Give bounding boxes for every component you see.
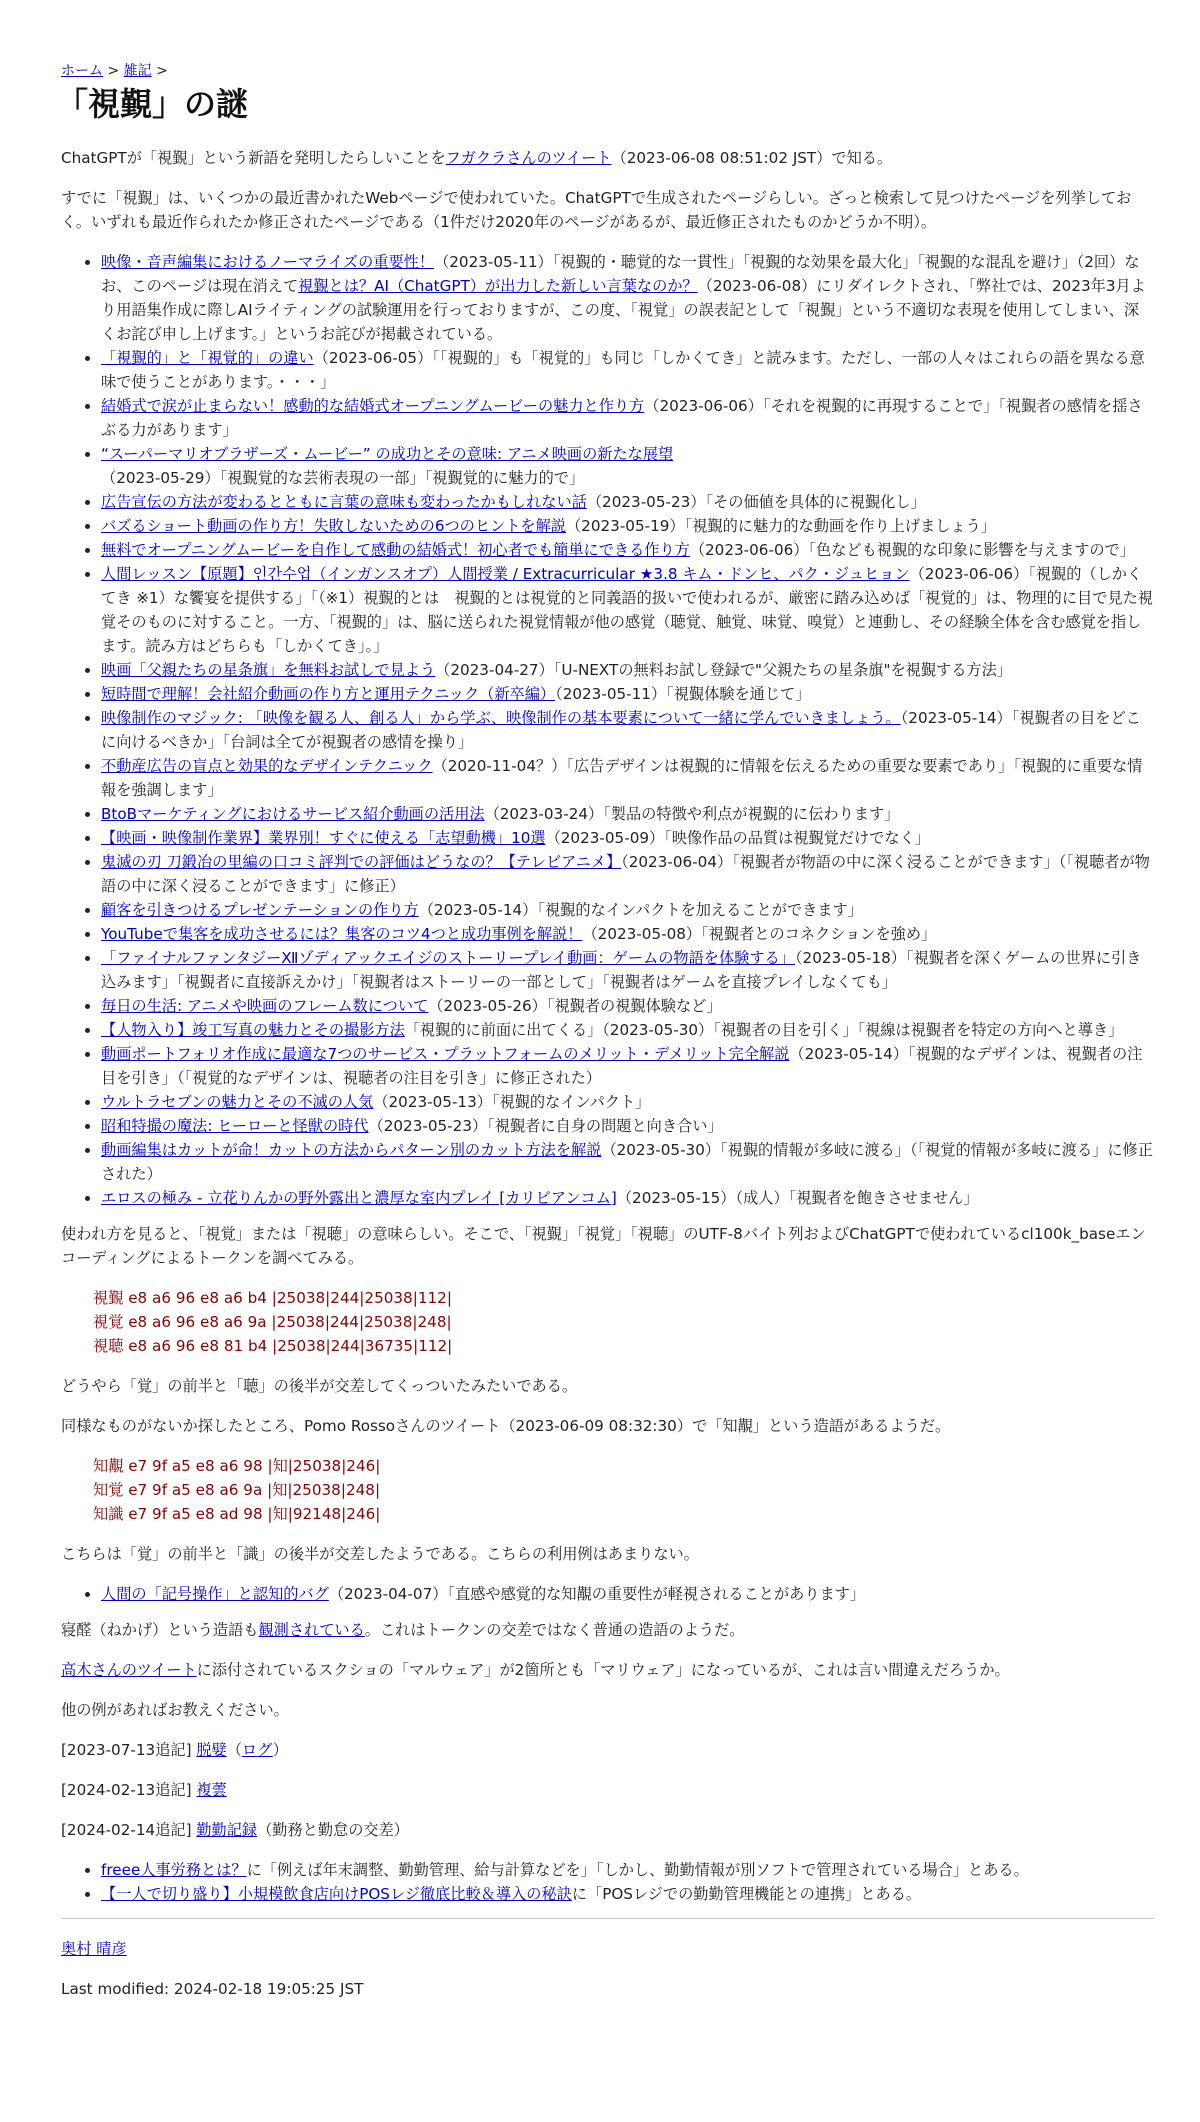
token-row: 知識 e7 9f a5 e8 ad 98 |知|92148|246| xyxy=(93,1505,381,1523)
list-item xyxy=(101,922,1154,946)
page-title: 「視覲」の謎 xyxy=(56,85,249,123)
addendum-link[interactable]: 勤勤記録 xyxy=(196,1821,258,1839)
list-item-text: （2023-05-14）「視覲的なデザインは、視覲者の注目を引き」（「視覚的なデザインは、視聴者の注目を引き」に修正された） xyxy=(101,1045,1143,1087)
tweet-link[interactable]: フガクラさんのツイート xyxy=(445,149,612,167)
addendum xyxy=(61,1778,1154,1802)
list-item-text: （2023-05-11）「視覲体験を通じて」 xyxy=(555,685,811,703)
list-item-link[interactable]: 不動産広告の盲点と効果的なデザインテクニック xyxy=(101,757,433,775)
breadcrumb-separator: > xyxy=(151,63,168,79)
token-row: 視聴 e8 a6 96 e8 81 b4 |25038|244|36735|112| xyxy=(93,1337,453,1355)
list-item-text: （2023-05-13）「視覲的なインパクト」 xyxy=(373,1093,651,1111)
analysis-paragraph: どうやら「覚」の前半と「聴」の後半が交差してくっついたみたいである。 xyxy=(61,1377,578,1395)
list-item-link[interactable]: 【一人で切り盛り】小規模飲食店向けPOSレジ徹底比較＆導入の秘訣 xyxy=(101,1885,572,1903)
list-item-text: （2023-04-07）「直感や感覚的な知覯の重要性が軽視されることがあります」 xyxy=(328,1585,866,1603)
list-item xyxy=(101,1858,1154,1882)
breadcrumb-home-link[interactable]: ホーム xyxy=(61,63,103,79)
list-item-link[interactable]: 短時間で理解！会社紹介動画の作り方と運用テクニック（新卒編） xyxy=(101,685,556,703)
list-item-link[interactable]: 昭和特撮の魔法: ヒーローと怪獣の時代 xyxy=(101,1117,369,1135)
breadcrumb xyxy=(61,62,1154,80)
list-item-text: （2023-05-19）「視覲的に魅力的な動画を作り上げましょう」 xyxy=(565,517,996,535)
takagi-tweet-link[interactable]: 高木さんのツイート xyxy=(61,1661,197,1679)
list-item-link[interactable]: 「視覲的」と「視覚的」の違い xyxy=(101,349,314,367)
list-item-link[interactable]: 【人物入り】竣工写真の魅力とその撮影方法 xyxy=(101,1021,405,1039)
list-item xyxy=(101,1582,1154,1606)
list-item-link[interactable]: 広告宣伝の方法が変わるとともに言葉の意味も変わったかもしれない話 xyxy=(101,493,587,511)
list-item xyxy=(101,1090,1154,1114)
list-item xyxy=(101,538,1154,562)
list-item-text: （2023-06-06）「視覲的（しかくてき ※1）な饗宴を提供する」「（※1）視覲的とは 視覲的とは視覚的と同義語的扱いで使われるが、厳密に踏み込めば「視覚的」は、物理的に目で見た視覚そのものに対すること。一方、「視覲的」は、脳に送られた視覚情報が他の感覚（聴覚、触覚、味覚、嗅覚）と連動し、その経験全体を含む感覚を指します。読み方はどちらも「しかくてき」。」 xyxy=(101,565,1153,655)
list-item xyxy=(101,250,1154,346)
list-item-link[interactable]: “スーパーマリオブラザーズ・ムービー” の成功とその意味: アニメ映画の新たな展望 xyxy=(101,445,674,463)
list-item-text: （2023-05-29）「視覲覚的な芸術表現の一部」「視覲覚的に魅力的で」 xyxy=(101,469,585,487)
redirect-link[interactable]: 視覲とは？AI（ChatGPT）が出力した新しい言葉なのか？ xyxy=(298,277,698,295)
analysis-paragraph xyxy=(61,1618,1154,1642)
list-item-link[interactable]: バズるショート動画の作り方！失敗しないための6つのヒントを解説 xyxy=(101,517,566,535)
addendum-date: [2024-02-13追記] xyxy=(61,1781,197,1799)
list-item-text: （2023-05-30）「視覲的情報が多岐に渡る」（「視覚的情報が多岐に渡る」に修正された） xyxy=(101,1141,1153,1183)
list-item xyxy=(101,514,1154,538)
final-list xyxy=(61,1858,1154,1906)
list-item-text: （2023-06-08）にリダイレクトされ、「弊社では、2023年3月より用語集作成に際しAIライティングの試験運用を行っておりますが、この度、「視覚」の誤表記として「視覲」という不適切な表現を使用してしまい、深くお詫び申し上げます。」というお詫びが掲載されている。 xyxy=(101,277,1146,343)
list-item-link[interactable]: 無料でオープニングムービーを自作して感動の結婚式！初心者でも簡単にできる作り方 xyxy=(101,541,690,559)
list-item-link[interactable]: 「ファイナルファンタジーⅫゾディアックエイジのストーリープレイ動画：ゲームの物語を体験する」 xyxy=(101,949,795,967)
list-item-text: （2020-11-04？）「広告デザインは視覲的に情報を伝えるための重要な要素であり」「視覲的に重要な情報を強調します」 xyxy=(101,757,1143,799)
list-item-text: （2023-04-27）「U-NEXTの無料お試し登録で"父親たちの星条旗"を視覲する方法」 xyxy=(435,661,1012,679)
list-item-link[interactable]: 映像・音声編集におけるノーマライズの重要性！ xyxy=(101,253,435,271)
list-item-text: （2023-05-09）「映像作品の品質は視覲覚だけでなく」 xyxy=(545,829,930,847)
addendum-link[interactable]: 複蕓 xyxy=(196,1781,227,1799)
list-item xyxy=(101,826,1154,850)
list-item-link[interactable]: 鬼滅の刃 刀鍛冶の里編の口コミ評判での評価はどうなの？【テレビアニメ】 xyxy=(101,853,622,871)
list-item xyxy=(101,1882,1154,1906)
example-list xyxy=(61,250,1154,1210)
list-item-text: （2023-05-26）「視覲者の視覲体験など」 xyxy=(428,997,722,1015)
list-item xyxy=(101,994,1154,1018)
author-link[interactable]: 奥村 晴彦 xyxy=(61,1940,127,1958)
analysis-paragraph: 同様なものがないか探したところ、Pomo Rossoさんのツイート（2023-06-09 08:32:30）で「知覯」という造語があるようだ。 xyxy=(61,1417,951,1435)
list-item xyxy=(101,946,1154,994)
intro-text: ChatGPTが「視覲」という新語を発明したらしいことを xyxy=(61,149,446,167)
list-item xyxy=(101,850,1154,898)
list-item-link[interactable]: 毎日の生活: アニメや映画のフレーム数について xyxy=(101,997,429,1015)
list-item xyxy=(101,898,1154,922)
list-item xyxy=(101,658,1154,682)
addendum-date: [2024-02-14追記] xyxy=(61,1821,197,1839)
addendum-text: （ xyxy=(226,1741,242,1759)
list-item-link[interactable]: 映像制作のマジック: 「映像を観る人、創る人」から学ぶ、映像制作の基本要素について一緒に学んでいきましょう。 xyxy=(101,709,901,727)
analysis-paragraph: 使われ方を見ると、「視覚」または「視聴」の意味らしい。そこで、「視覲」「視覚」「視聴」のUTF-8バイト列およびChatGPTで使われているcl100k_baseエンコーディングによるトークンを調べてみる。 xyxy=(61,1225,1146,1267)
breadcrumb-separator: > xyxy=(103,63,124,79)
list-item xyxy=(101,802,1154,826)
breadcrumb-category-link[interactable]: 雑記 xyxy=(123,63,152,79)
list-item-link[interactable]: 【映画・映像制作業界】業界別！すぐに使える「志望動機」10選 xyxy=(101,829,546,847)
list-item xyxy=(101,1138,1154,1186)
addendum-link[interactable]: 脱嬖 xyxy=(196,1741,227,1759)
list-item-text: （2023-06-04）「視覲者が物語の中に深く浸ることができます」（「視聴者が物語の中に深く浸ることができます」に修正） xyxy=(101,853,1150,895)
list-item-text: （2023-06-06）「それを視覲的に再現することで」「視覲者の感情を揺さぶる力があります」 xyxy=(101,397,1143,439)
observed-link[interactable]: 観測されている xyxy=(258,1621,365,1639)
list-item-text: 「視覲的に前面に出てくる」（2023-05-30）「視覲者の目を引く」「視線は視覲者を特定の方向へと導き」 xyxy=(404,1021,1124,1039)
intro-paragraph xyxy=(61,146,1154,170)
list-item-text: （2023-05-23）「視覲者に自身の問題と向き合い」 xyxy=(368,1117,723,1135)
paragraph-text: 寝醛（ねかげ）という造語も xyxy=(61,1621,259,1639)
divider xyxy=(61,1918,1154,1919)
list-item-text: （2023-05-23）「その価値を具体的に視覲化し」 xyxy=(586,493,926,511)
list-item-text: （2023-05-14）「視覲的なインパクトを加えることができます」 xyxy=(418,901,863,919)
token-table-1 xyxy=(61,1286,1154,1358)
list-item-link[interactable]: 動画ポートフォリオ作成に最適な7つのサービス・プラットフォームのメリット・デメリット完全解説 xyxy=(101,1045,790,1063)
list-item xyxy=(101,394,1154,442)
list-item xyxy=(101,1114,1154,1138)
list-item-text: （2023-05-14）「視覲者の目をどこに向けるべきか」「台詞は全てが視覲者の感情を操り」 xyxy=(101,709,1141,751)
last-modified: Last modified: 2024-02-18 19:05:25 JST xyxy=(61,1980,364,1998)
list-item xyxy=(101,1042,1154,1090)
list-item xyxy=(101,562,1154,658)
list-item-link[interactable]: YouTubeで集客を成功させるには？集客のコツ4つと成功事例を解説！ xyxy=(101,925,583,943)
list-item xyxy=(101,682,1154,706)
token-row: 知覚 e7 9f a5 e8 a6 9a |知|25038|248| xyxy=(93,1481,381,1499)
analysis-paragraph: 他の例があればお教えください。 xyxy=(61,1701,289,1719)
list-item-text: （2023-05-15）（成人）「視覲者を飽きさせません」 xyxy=(616,1189,979,1207)
list-item-link[interactable]: エロスの極み - 立花りんかの野外露出と濃厚な室内プレイ [カリビアンコム] xyxy=(101,1189,617,1207)
list-item-text: に「POSレジでの勤勤管理機能との連携」とある。 xyxy=(571,1885,922,1903)
list-item xyxy=(101,1186,1154,1210)
analysis-paragraph: こちらは「覚」の前半と「識」の後半が交差したようである。こちらの利用例はあまりない。 xyxy=(61,1545,699,1563)
token-table-2 xyxy=(61,1454,1154,1526)
list-item-text: （2023-06-05）「「視覲的」も「視覚的」も同じ「しかくてき」と読みます。ただし、一部の人々はこれらの語を異なる意味で使うことがあります。・・・」 xyxy=(101,349,1145,391)
list-item-text: （2023-05-11）「視覲的・聴覚的な一貫性」「視覲的な効果を最大化」「視覲的な混乱を避け」（2回）なお、このページは現在消えて xyxy=(101,253,1140,295)
paragraph-text: 。これはトークンの交差ではなく普通の造語のようだ。 xyxy=(364,1621,745,1639)
list-item xyxy=(101,754,1154,802)
list-item xyxy=(101,490,1154,514)
addendum-text: ） xyxy=(272,1741,288,1759)
list-item xyxy=(101,346,1154,394)
list-item-text: （2023-05-18）「視覲者を深くゲームの世界に引き込みます」「視覲者に直接訴えかけ」「視覲者はストーリーの一部として」「視覲者はゲームを直接プレイしなくても」 xyxy=(101,949,1142,991)
author-line xyxy=(61,1937,1154,1961)
list-item-text: （2023-05-08）「視覲者とのコネクションを強め」 xyxy=(582,925,937,943)
addendum xyxy=(61,1738,1154,1762)
list-item xyxy=(101,706,1154,754)
list-item xyxy=(101,442,1154,490)
token-row: 知覯 e7 9f a5 e8 a6 98 |知|25038|246| xyxy=(93,1457,381,1475)
list-item-link[interactable]: BtoBマーケティングにおけるサービス紹介動画の活用法 xyxy=(101,805,485,823)
list-item-link[interactable]: 結婚式で涙が止まらない！感動的な結婚式オープニングムービーの魅力と作り方 xyxy=(101,397,645,415)
intro-paragraph-2: すでに「視覲」は、いくつかの最近書かれたWebページで使われていた。ChatGPTで生成されたページらしい。ざっと検索して見つけたページを列挙しておく。いずれも最近作られたか修正されたページである（1件だけ2020年のページがあるが、最近修正されたものかどうか不明）。 xyxy=(61,189,1132,231)
list-item-link[interactable]: 顧客を引きつけるプレゼンテーションの作り方 xyxy=(101,901,419,919)
analysis-paragraph xyxy=(61,1658,1154,1682)
addenda xyxy=(61,1738,1154,1842)
list-item-link[interactable]: 人間の「記号操作」と認知的バグ xyxy=(101,1585,329,1603)
token-row: 視覚 e8 a6 96 e8 a6 9a |25038|244|25038|248| xyxy=(93,1313,452,1331)
list-item-text: （2023-03-24）「製品の特徴や利点が視覲的に伝わります」 xyxy=(484,805,900,823)
addendum xyxy=(61,1818,1154,1842)
list-item xyxy=(101,1018,1154,1042)
list-item-link[interactable]: freee人事労務とは？ xyxy=(101,1861,247,1879)
list-item-text: に「例えば年末調整、勤勤管理、給与計算などを」「しかし、勤勤情報が別ソフトで管理されている場合」とある。 xyxy=(246,1861,1029,1879)
chijou-list xyxy=(61,1582,1154,1606)
list-item-link[interactable]: 人間レッスン【原題】인간수업（インガンスオプ）人間授業 / Extracurricular ★3.8 キム・ドンヒ、パク・ジュヒョン xyxy=(101,565,910,583)
addendum-text: （勤務と勤怠の交差） xyxy=(257,1821,409,1839)
paragraph-text: に添付されているスクショの「マルウェア」が2箇所とも「マリウェア」になっているが、これは言い間違えだろうか。 xyxy=(196,1661,1010,1679)
list-item-link[interactable]: ウルトラセブンの魅力とその不滅の人気 xyxy=(101,1093,374,1111)
list-item-link[interactable]: 動画編集はカットが命！カットの方法からパターン別のカット方法を解説 xyxy=(101,1141,602,1159)
addendum-date: [2023-07-13追記] xyxy=(61,1741,197,1759)
list-item-link[interactable]: 映画「父親たちの星条旗」を無料お試しで見よう xyxy=(101,661,436,679)
addendum-log-link[interactable]: ログ xyxy=(241,1741,273,1759)
token-row: 視覲 e8 a6 96 e8 a6 b4 |25038|244|25038|112| xyxy=(93,1289,452,1307)
intro-text: （2023-06-08 08:51:02 JST）で知る。 xyxy=(611,149,893,167)
list-item-text: （2023-06-06）「色なども視覲的な印象に影響を与えますので」 xyxy=(689,541,1135,559)
